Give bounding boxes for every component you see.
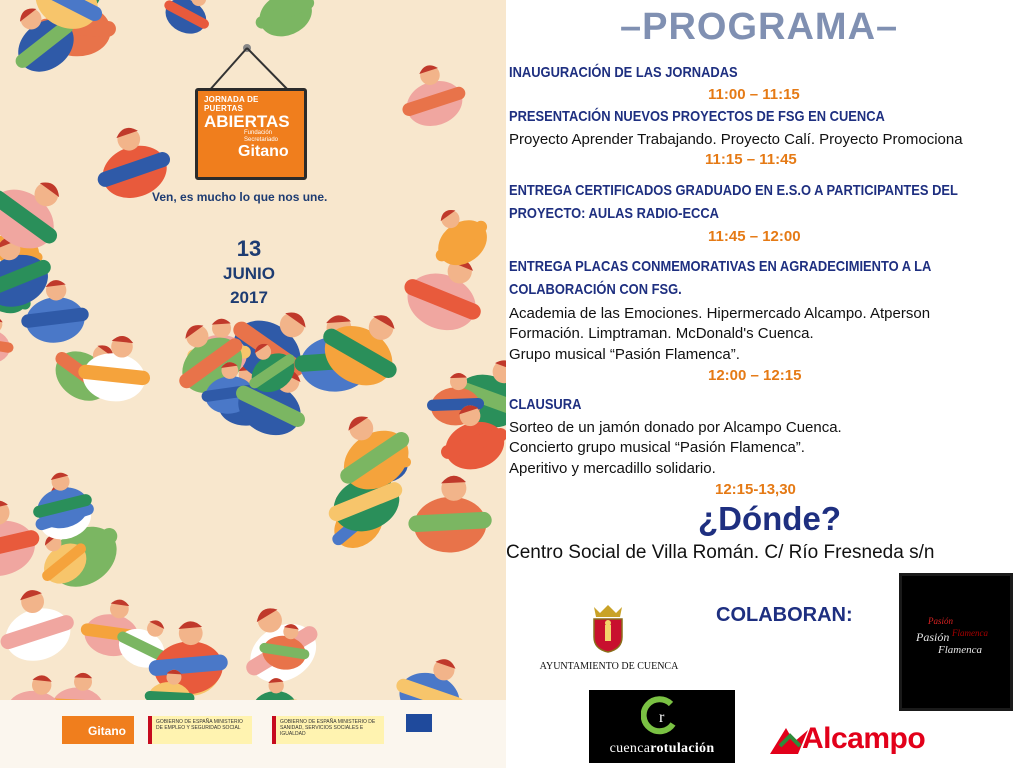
pasion-text-3: Flamenca	[952, 628, 988, 638]
cuenca-rotulacion-logo	[589, 690, 735, 763]
section-certificados-time: 11:45 – 12:00	[708, 228, 801, 245]
ayuntamiento-text: AYUNTAMIENTO DE CUENCA	[539, 661, 679, 672]
gobierno-logo-2: GOBIERNO DE ESPAÑA MINISTERIO DE SANIDAD, SERVICIOS SOCIALES E IGUALDAD	[272, 716, 384, 744]
coat-of-arms-icon	[588, 603, 628, 653]
poster-tagline: Ven, es mucho lo que nos une.	[152, 190, 328, 204]
collaborators-label: COLABORAN:	[716, 604, 853, 626]
date-year: 2017	[230, 288, 268, 307]
rotulacion-text: rotulación	[650, 741, 715, 756]
program-title: –PROGRAMA–	[620, 6, 899, 48]
section-placas-heading-1: ENTREGA PLACAS CONMEMORATIVAS EN AGRADECIMIENTO A LA	[509, 258, 932, 275]
poster-date	[212, 236, 286, 310]
section-presentacion-heading: PRESENTACIÓN NUEVOS PROYECTOS DE FSG EN CUENCA	[509, 108, 885, 125]
section-placas-desc-2: Formación. Limptraman. McDonald's Cuenca.	[509, 325, 814, 342]
section-certificados-heading-2: PROYECTO: AULAS RADIO-ECCA	[509, 205, 720, 222]
section-clausura-desc-2: Concierto grupo musical “Pasión Flamenca”.	[509, 439, 805, 456]
alcampo-logo	[768, 718, 950, 762]
where-heading: ¿Dónde?	[698, 500, 841, 537]
section-presentacion-time: 11:15 – 11:45	[705, 151, 797, 168]
section-placas-heading-2: COLABORACIÓN CON FSG.	[509, 281, 682, 298]
sign-line-4: Gitano	[238, 143, 289, 160]
sign-line-2: ABIERTAS	[204, 112, 290, 131]
section-clausura-time: 12:15-13,30	[715, 481, 796, 498]
ayuntamiento-cuenca-logo	[522, 593, 696, 677]
pasion-text-4: Flamenca	[938, 644, 982, 656]
gobierno-logo-1: GOBIERNO DE ESPAÑA MINISTERIO DE EMPLEO Y SEGURIDAD SOCIAL	[148, 716, 252, 744]
fsg-footer-logo: Gitano	[62, 716, 134, 744]
sign-line-3: Fundación Secretariado	[244, 130, 279, 143]
pasion-text-1: Pasión	[928, 616, 954, 626]
section-placas-time: 12:00 – 12:15	[708, 367, 802, 384]
pasion-flamenca-logo	[899, 573, 1013, 711]
section-placas-desc-3: Grupo musical “Pasión Flamenca”.	[509, 346, 740, 363]
section-inauguracion-time: 11:00 – 11:15	[708, 86, 800, 103]
section-clausura-desc-1: Sorteo de un jamón donado por Alcampo Cuenca.	[509, 419, 842, 436]
section-inauguracion-heading: INAUGURACIÓN DE LAS JORNADAS	[509, 64, 738, 81]
section-presentacion-desc: Proyecto Aprender Trabajando. Proyecto Calí. Proyecto Promociona	[509, 131, 963, 148]
eu-flag-icon	[406, 714, 432, 732]
date-day: 13	[236, 236, 262, 261]
sign-line-1: JORNADA DE PUERTAS	[204, 95, 259, 113]
open-day-sign	[195, 88, 307, 180]
venue-address: Centro Social de Villa Román. C/ Río Fresneda s/n	[506, 542, 935, 563]
pasion-text-2: Pasión	[916, 630, 950, 644]
section-certificados-heading-1: ENTREGA CERTIFICADOS GRADUADO EN E.S.O A PARTICIPANTES DEL	[509, 182, 958, 199]
cuenca-rotulacion-text	[589, 741, 735, 757]
alcampo-text: Alcampo	[802, 722, 926, 755]
cr-monogram-icon	[641, 696, 681, 736]
cuenca-text: cuenca	[609, 741, 651, 756]
section-placas-desc-1: Academia de las Emociones. Hipermercado Alcampo. Atperson	[509, 305, 931, 322]
section-clausura-desc-3: Aperitivo y mercadillo solidario.	[509, 460, 716, 477]
event-poster	[0, 0, 506, 768]
section-clausura-heading: CLAUSURA	[509, 396, 582, 413]
date-month: JUNIO	[223, 264, 275, 283]
svg-text:r: r	[659, 709, 665, 726]
